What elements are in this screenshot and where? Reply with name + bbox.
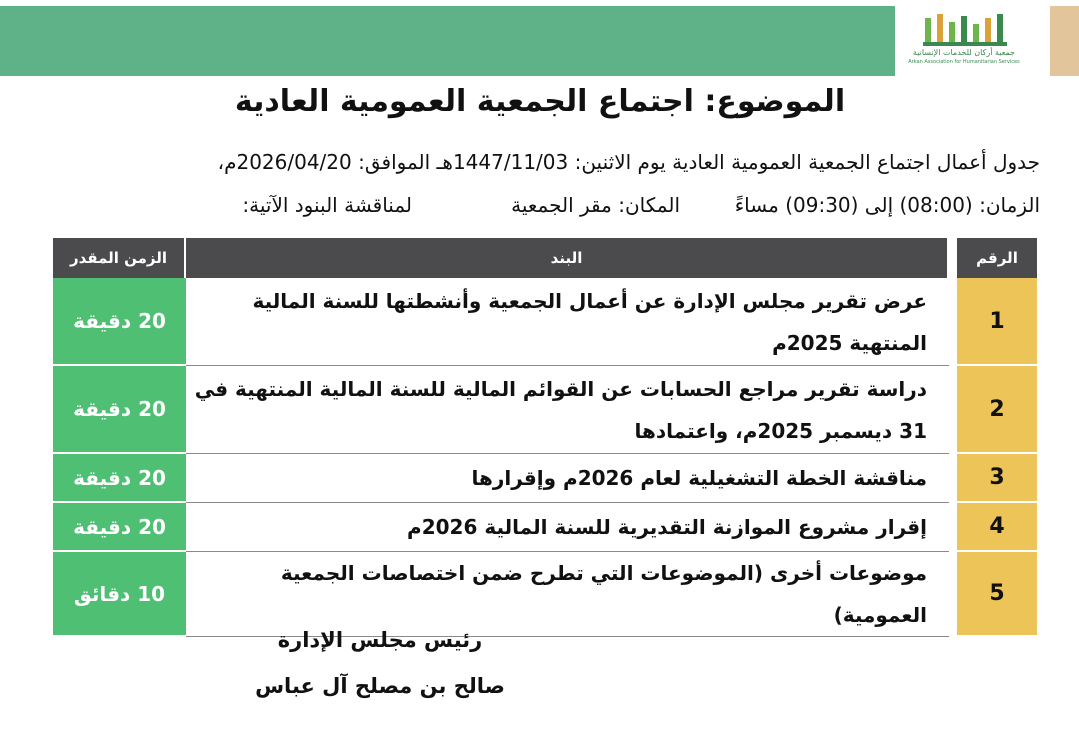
row-num: 4: [957, 503, 1037, 552]
row-item-line: 31 ديسمبر 2025م، واعتمادها: [634, 418, 927, 443]
header-time: الزمن المقدر: [53, 238, 186, 278]
row-item-line: دراسة تقرير مراجع الحسابات عن القوائم المالية للسنة المالية المنتهية في: [194, 376, 927, 401]
agenda-table: [53, 238, 1037, 637]
meeting-details: [40, 193, 1040, 223]
row-item: مناقشة الخطة التشغيلية لعام 2026م وإقرارها: [186, 454, 949, 503]
page-title: الموضوع: اجتماع الجمعية العمومية العادية: [234, 84, 846, 119]
org-name-ar: جمعية أركان للخدمات الإنسانية: [912, 48, 1016, 57]
row-spacer: [949, 278, 957, 366]
row-item: موضوعات أخرى (الموضوعات التي تطرح ضمن اختصاصات الجمعية العمومية): [186, 552, 949, 637]
arkan-logo-icon: [915, 12, 1025, 52]
row-item: [186, 278, 949, 366]
row-item: [186, 366, 949, 454]
row-time: 20 دقيقة: [53, 454, 186, 503]
row-item: إقرار مشروع الموازنة التقديرية للسنة المالية 2026م: [186, 503, 949, 552]
row-num: 1: [957, 278, 1037, 366]
meeting-time: الزمان: (08:00) إلى (09:30) مساءً: [734, 193, 1040, 217]
table-header-row: [53, 238, 1037, 278]
table-row: [53, 454, 1037, 503]
agenda-intro: جدول أعمال اجتماع الجمعية العمومية العادية يوم الاثنين: 1447/11/03هـ الموافق: 2026/04/20م،: [217, 150, 1040, 174]
signature-name: صالح بن مصلح آل عباس: [255, 674, 505, 698]
row-num: 3: [957, 454, 1037, 503]
signature-role: رئيس مجلس الإدارة: [277, 628, 483, 652]
header-spacer: [949, 238, 957, 278]
header-num: الرقم: [957, 238, 1037, 278]
row-spacer: [949, 366, 957, 454]
discussion-note: لمناقشة البنود الآتية:: [242, 193, 412, 217]
row-num: 5: [957, 552, 1037, 637]
logo-accent-strip: [1050, 6, 1079, 76]
row-spacer: [949, 454, 957, 503]
row-item-line: عرض تقرير مجلس الإدارة عن أعمال الجمعية وأنشطتها للسنة المالية: [252, 288, 927, 313]
table-row: [53, 278, 1037, 366]
row-time: 10 دقائق: [53, 552, 186, 637]
table-row: [53, 503, 1037, 552]
row-time: 20 دقيقة: [53, 366, 186, 454]
org-name-en: Arkan Association for Humanitarian Services: [908, 59, 1020, 65]
meeting-place: المكان: مقر الجمعية: [511, 193, 680, 217]
table-row: [53, 366, 1037, 454]
row-time: 20 دقيقة: [53, 503, 186, 552]
table-row: [53, 552, 1037, 637]
row-num: 2: [957, 366, 1037, 454]
header-item: البند: [186, 238, 949, 278]
row-item-line: المنتهية 2025م: [772, 330, 927, 355]
row-time: 20 دقيقة: [53, 278, 186, 366]
row-spacer: [949, 503, 957, 552]
row-spacer: [949, 552, 957, 637]
